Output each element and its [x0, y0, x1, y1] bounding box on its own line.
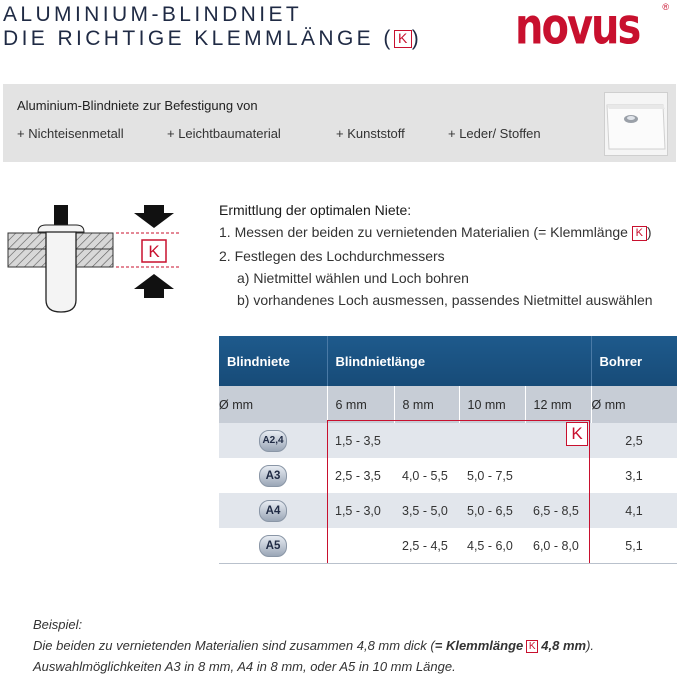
step-1-suffix: ) — [646, 224, 652, 240]
example-line-2: Auswahlmöglichkeiten A3 in 8 mm, A4 in 8 mm, oder A5 in 10 mm Länge. — [33, 659, 456, 674]
table-bottom-rule — [219, 563, 677, 564]
clamping-range-frame — [327, 420, 590, 564]
table-cell: 4,0 - 5,5 — [394, 458, 459, 493]
panel-title: Aluminium-Blindniete zur Befestigung von — [17, 98, 258, 113]
drill-cell: 4,1 — [591, 493, 677, 528]
drill-cell: 3,1 — [591, 458, 677, 493]
materials-panel — [3, 84, 676, 162]
material-item: + Leichtbaumaterial — [167, 126, 281, 141]
example-suffix: ). — [586, 638, 595, 653]
table-cell: 6,0 - 8,0 — [525, 528, 591, 563]
subheader-diameter: Ø mm — [219, 386, 327, 423]
step-2: 2. Festlegen des Lochdurchmessers — [219, 248, 445, 264]
material-item: + Nichteisenmetall — [17, 126, 124, 141]
table-cell: 4,5 - 6,0 — [459, 528, 525, 563]
logo-text: novus — [515, 0, 640, 56]
clamping-length-diagram — [6, 200, 196, 320]
example-line-1 — [33, 638, 594, 653]
k-symbol-icon: K — [566, 422, 588, 446]
header-blindnietlaenge: Blindnietlänge — [327, 336, 591, 386]
table-cell: 5,0 - 7,5 — [459, 458, 525, 493]
table-cell: 2,5 - 4,5 — [394, 528, 459, 563]
header-bohrer: Bohrer — [591, 336, 677, 386]
subheader-8mm: 8 mm — [394, 386, 459, 423]
drill-cell: 2,5 — [591, 423, 677, 458]
rivet-badge: A2,4 — [259, 430, 287, 452]
diagram-k-label: K — [148, 242, 160, 261]
title-suffix: ) — [411, 27, 423, 50]
step-1-text: 1. Messen der beiden zu vernietenden Materialien (= Klemmlänge — [219, 224, 632, 240]
k-symbol-icon: K — [632, 226, 647, 241]
rivet-badge: A5 — [259, 535, 287, 557]
material-item: + Kunststoff — [336, 126, 405, 141]
example-heading: Beispiel: — [33, 617, 83, 632]
material-item: + Leder/ Stoffen — [448, 126, 541, 141]
instructions-title: Ermittlung der optimalen Niete: — [219, 202, 412, 218]
subheader-6mm: 6 mm — [327, 386, 394, 423]
registered-mark: ® — [662, 2, 669, 12]
subheader-drill-diameter: Ø mm — [591, 386, 677, 423]
example-clamping-label: = Klemmlänge — [434, 638, 524, 653]
rivet-badge: A4 — [259, 500, 287, 522]
page-title-line1: ALUMINIUM-BLINDNIET — [3, 3, 303, 26]
drill-cell: 5,1 — [591, 528, 677, 563]
table-cell: 1,5 - 3,5 — [327, 423, 394, 458]
novus-logo — [515, 0, 669, 56]
k-symbol-icon: K — [394, 30, 412, 48]
rivet-badge: A3 — [259, 465, 287, 487]
subheader-10mm: 10 mm — [459, 386, 525, 423]
page-title-line2 — [3, 27, 422, 51]
table-cell: 6,5 - 8,5 — [525, 493, 591, 528]
table-cell: 2,5 - 3,5 — [327, 458, 394, 493]
example-text: Die beiden zu vernietenden Materialien sind zusammen 4,8 mm dick ( — [33, 638, 435, 653]
table-cell: 1,5 - 3,0 — [327, 493, 394, 528]
example-clamping-value: 4,8 mm — [541, 638, 587, 653]
riveted-plates-image — [604, 92, 668, 156]
step-1 — [219, 224, 652, 241]
step-2a: a) Nietmittel wählen und Loch bohren — [237, 270, 469, 286]
title-text: DIE RICHTIGE KLEMMLÄNGE ( — [3, 27, 394, 50]
header-blindniete: Blindniete — [219, 336, 327, 386]
subheader-12mm: 12 mm — [525, 386, 591, 423]
k-symbol-icon: K — [526, 640, 538, 653]
table-cell: 3,5 - 5,0 — [394, 493, 459, 528]
step-2b: b) vorhandenes Loch ausmessen, passendes Nietmittel auswählen — [237, 292, 653, 308]
table-cell: 5,0 - 6,5 — [459, 493, 525, 528]
